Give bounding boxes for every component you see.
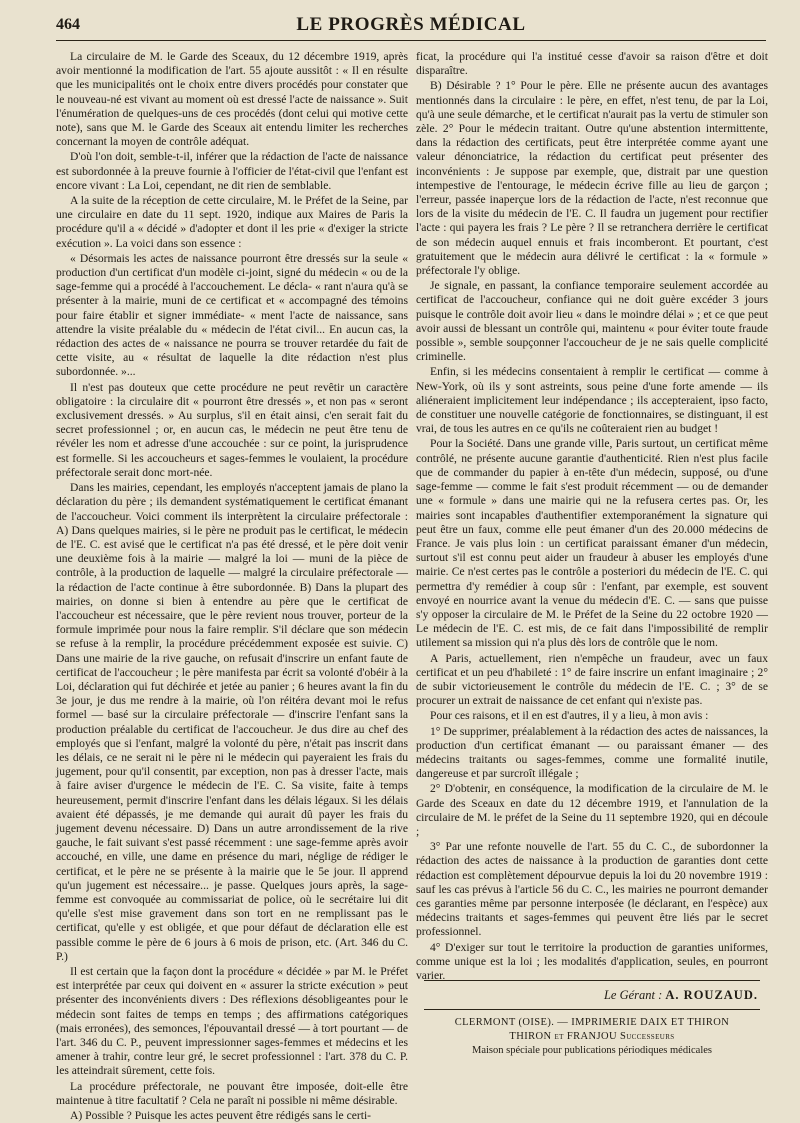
- paragraph: La circulaire de M. le Garde des Sceaux, du 12 décembre 1919, après avoir mentionné la modification de l'art. 55 ajoute aussitôt : « Il en résulte que les municipalités ont le choix entre divers procédés pour constater que le nouveau-né est vivant au moment où est dressé l'acte de naissance ». Suit l'énumération de quelques-uns de ces procédés (dont celui qui motive cette note), sans que M. le Garde des Sceaux ait entendu limiter les recherches concernant la moyen de contrôle adéquat.: [56, 50, 408, 149]
- paragraph: La procédure préfectorale, ne pouvant être imposée, doit-elle être maintenue à titre facultatif ? Cela ne paraît ni possible ni même désirable.: [56, 1079, 408, 1107]
- page-header: [56, 14, 766, 41]
- printer-imprint: [416, 1016, 768, 1058]
- divider: [424, 1009, 760, 1010]
- paragraph: Pour ces raisons, et il en est d'autres, il y a lieu, à mon avis :: [430, 709, 709, 723]
- recommendation-item: 3° Par une refonte nouvelle de l'art. 55 du C. C., de subordonner la rédaction des actes de naissance à la production de garanties dont cette rédaction est complètement dépourvue depuis la loi du 20 novembre 1919 : sauf les cas prévus à l'article 56 du C. C., les mairies ne pourront demander ces garanties même par personne interposée (le déclarant, en l'espèce) aux médecins traitants et sages-femmes qui peuvent être liés par le secret professionnel.: [416, 840, 768, 939]
- paragraph: ficat, la procédure qui l'a institué cesse d'avoir sa raison d'être et doit disparaître.: [416, 50, 768, 78]
- right-column: [416, 50, 768, 982]
- paragraph: D'où l'on doit, semble-t-il, inférer que la rédaction de l'acte de naissance est subordonnée à la preuve fournie à l'officier de l'état-civil que l'enfant est encore vivant : La Loi, cependant, ne dit rien de semblable.: [56, 150, 408, 192]
- page-number: 464: [56, 16, 80, 33]
- recommendation-item: 4° D'exiger sur tout le territoire la production de garanties uniformes, comme unique est la loi ; les modalités d'application, seules, en pourront varier.: [416, 940, 768, 982]
- left-column: [56, 50, 408, 1123]
- paragraph: A la suite de la réception de cette circulaire, M. le Préfet de la Seine, par une circulaire en date du 11 sept. 1920, indique aux Maires de Paris la procédure qu'il a « décidé » d'adopter et dont il les prie « d'exiger la stricte exécution ». La voici dans son essence :: [56, 194, 408, 250]
- paragraph: Enfin, si les médecins consentaient à remplir le certificat — comme à New-York, où ils y sont astreints, sous peine d'une forte amende — ils aliéneraient implicitement leur indépendance ; ils accepteraient, ipso facto, de constituer une nouvelle catégorie de fonctionnaires, se distinguant, il est vrai, de tous les autres en ce qu'ils ne coûteraient rien au budget !: [416, 365, 768, 436]
- paragraph: Pour la Société. Dans une grande ville, Paris surtout, un certificat même contrôlé, ne présente aucune garantie d'authenticité. Rien n'est plus facile que de commander du papier à en-tête d'un médecin, supposé, ou d'une sage-femme — comme le fait s'est produit récemment — ou de demander une « formule » dans une mairie qui ne la refusera certes pas. Or, les mairies sont incapables d'authentifier extemporanément la signature qui peut être un faux, comme elle peut émaner d'un des 20.000 médecins de France. Je vais plus loin : un certificat paraissant émaner d'un médecin, surtout s'il est connu peut aider un fraudeur à abuser les employés d'une mairie. Ce n'est certes pas le contrôle a posteriori du médecin de l'E. C. qui permettra d'y remédier à coup sûr : l'enfant, par exemple, est souvent envoyé en nourrice avant la venue du médecin d'E. C. — sans que puisse s'y opposer la circulaire de M. le Préfet de la Seine du 22 octobre 1920 — Le médecin de l'E. C. est mis, de ce fait dans l'impossibilité de remplir utilement sa mission qui n'a plus dès lors de contrôle que le nom.: [416, 437, 768, 650]
- recommendation-item: 2° D'obtenir, en conséquence, la modification de la circulaire de M. le Garde des Sceaux en date du 12 décembre 1919, et l'annulation de la circulaire de M. le préfet de la Seine du 11 septembre 1920, qui en découle ;: [416, 782, 768, 838]
- paragraph: B) Désirable ? 1° Pour le père. Elle ne présente aucun des avantages mentionnés dans la circulaire : le père, en effet, n'est tenu, de par la Loi, qu'à une seule démarche, et le certificat n'aurait pas la vertu de stimuler son zèle. 2° Pour le médecin traitant. Outre qu'une abstention intermittente, dans la rédaction des certificats, peut être interprétée comme ayant une valeur dénonciatrice, la rédaction du certificat peut présenter des inconvénients : Je suppose par exemple, que, distrait par une question intempestive de l'entourage, le médecin écrive fille au lieu de garçon ; l'erreur, passée inaperçue lors de la rédaction de l'acte, n'est reconnue que lors de la visite du médecin de l'E. C. Il faudra un jugement pour rectifier l'acte : qui payera les frais ? Le père ? Il se retranchera derrière le certificat de son médecin auquel ennuis et frais incomberont. Et pourtant, c'est gratuitement que le médecin aura délivré le certificat : la « formule » préfectorale l'y oblige.: [416, 79, 768, 278]
- journal-title: LE PROGRÈS MÉDICAL: [296, 14, 526, 35]
- printer-line: CLERMONT (OISE). — IMPRIMERIE DAIX ET THIRON: [454, 1017, 730, 1028]
- printer-line: Maison spéciale pour publications périodiques médicales: [472, 1045, 712, 1056]
- printer-line: THIRON et FRANJOU Successeurs: [509, 1031, 675, 1042]
- gerant-signature: [416, 988, 768, 1003]
- paragraph: Dans les mairies, cependant, les employés n'acceptent jamais de plano la déclaration du père ; ils demandent systématiquement le certificat émanant de l'accoucheur. Voici comment ils interprètent la circulaire préfectorale : A) Dans quelques mairies, si le père ne produit pas le certificat, le médecin de l'E. C. est avisé que le certificat n'a pas été dressé, et le père doit venir une deuxième fois à la mairie — malgré la loi — muni de la pièce de contrôle, à la production de laquelle — malgré la circulaire préfectorale — la rédaction de l'acte continue à être subordonnée. B) Dans la plupart des mairies, on donne si bien à entendre au père que le certificat de l'accoucheur est nécessaire, que le père revient nous trouver, porteur de la formule imprimée pour nous la faire remplir. S'il déclare que son médecin se refuse à la remplir, la procédure précédemment exposée est suivie. C) Dans une mairie de la rive gauche, on refusait d'inscrire un enfant faute de certificat de l'accoucheur ; le père manifesta par écrit sa volonté d'obéir à la Loi, déclaration qui fut déchirée et jetée au panier ; 6 heures avant la fin du 3e jour, je dus me rendre à la mairie, où l'on réitéra devant moi le refus formel — basé sur la circulaire préfectorale — d'inscrire l'enfant sans la production préalable du certificat de l'accoucheur. Je dus dire au chef des employés que si l'enfant, malgré la volonté du père, n'était pas inscrit dans les délais, ce ne serait ni le père ni le médecin qui payeraient les frais du jugement, pour qu'il consentit, par exception, non pas à dresser l'acte, mais à faire aviser d'urgence le médecin de l'E. C. Sa visite, faite à temps heureusement, permit d'inscrire l'enfant dans les délais légaux. Si les délais avaient été dépassés, je me demande qui aurait dû payer les frais du jugement devenu nécessaire. D) Dans un autre arrondissement de la rive gauche, le fait suivant s'est passé récemment : une sage-femme après avoir accouché, en ville, une dame en présence du mari, néglige de rédiger le certificat, et le père ne se présente à la mairie que le 5e jour. Il apprend qu'un jugement est nécessaire... je passe. Quelques jours après, la sage-femme est convoquée au commissariat de police, où le secrétaire lui dit qu'elle s'est mise gravement dans son tort en ne remplissant pas le certificat, qu'elle y est obligée, et que pour défaut de déclaration elle est passible comme le père de 6 jours à 6 mois de prison, etc. (Art. 346 du C. P.): [56, 481, 408, 963]
- paragraph: A Paris, actuellement, rien n'empêche un fraudeur, avec un faux certificat et un peu d'habileté : 1° de faire inscrire un enfant imaginaire ; 2° de subir victorieusement le contrôle du médecin de l'E. C. ; 3° de se procurer un extrait de naissance de cet enfant qui n'existe pas.: [416, 651, 768, 708]
- recommendation-item: 1° De supprimer, préalablement à la rédaction des actes de naissances, la production d'un certificat émanant — ou paraissant émaner — des médecins traitants ou sages-femmes, comme une formalité inutile, dangereuse et par surcroît illégale ;: [416, 724, 768, 781]
- paragraph: A) Possible ? Puisque les actes peuvent être rédigés sans le certi-: [70, 1109, 372, 1123]
- gerant-label: Le Gérant :: [603, 988, 663, 1002]
- paragraph: Je signale, en passant, la confiance temporaire seulement accordée au certificat de l'accoucheur, confiance qui ne doit guère excéder 3 jours puisque le contrôle doit avoir lieu « dans le moindre délai » ; et ce que peut avoir aussi de blessant un contrôle qui, maintenu « pour éviter toute fraude possible », semble soupçonner l'accoucheur de je ne sais quelle complicité criminelle.: [416, 279, 768, 364]
- paragraph: Il n'est pas douteux que cette procédure ne peut revêtir un caractère obligatoire : la circulaire dit « pourront être dressés », et non pas « seront exclusivement dressés. » Au surplus, s'il en était ainsi, c'en serait fait du secret professionnel ; or, en aucun cas, le médecin ne peut être tenu de révéler les nom et adresse d'une accouchée : sur ce point, la jurisprudence est formelle. Si les accoucheurs et sages-femmes le voulaient, la procédure préfectorale serait donc mort-née.: [56, 380, 408, 479]
- footer-block: [416, 980, 768, 1058]
- divider: [424, 980, 760, 981]
- paragraph: Il est certain que la façon dont la procédure « décidée » par M. le Préfet est interprétée par ceux qui doivent en « assurer la stricte exécution » peut présenter des inconvénients divers : Des réflexions désobligeantes pour le médecin sont faites de temps en temps ; des affirmations catégoriques (mais erronées), des semonces, l'épouvantail dressé — à tort pourtant — de l'art. 346 du C. P., peuvent impressionner sages-femmes et médecins et les amener à trahir, contre leur gré, le secret professionnel : l'art. 378 du C. P. les atteindrait sûrement, cette fois.: [56, 965, 408, 1078]
- quoted-circular: « Désormais les actes de naissance pourront être dressés sur la seule « production d'un certificat d'un modèle ci-joint, signé du médecin « ou de la sage-femme qui a procédé à l'accouchement. Le décla- « rant n'aura qu'à se présenter à la mairie, muni de ce certificat et « accompagné des témoins pour faire établir et signer immédiate- « ment l'acte de naissance, sans attendre la visite préalable du « médecin de l'état civil... En aucun cas, la rédaction des actes de « naissance ne pourra se trouver retardée du fait de cette visite, au « résultat de laquelle la dite rédaction n'est plus subordonnée. »...: [56, 251, 408, 379]
- gerant-name: A. ROUZAUD.: [665, 988, 758, 1002]
